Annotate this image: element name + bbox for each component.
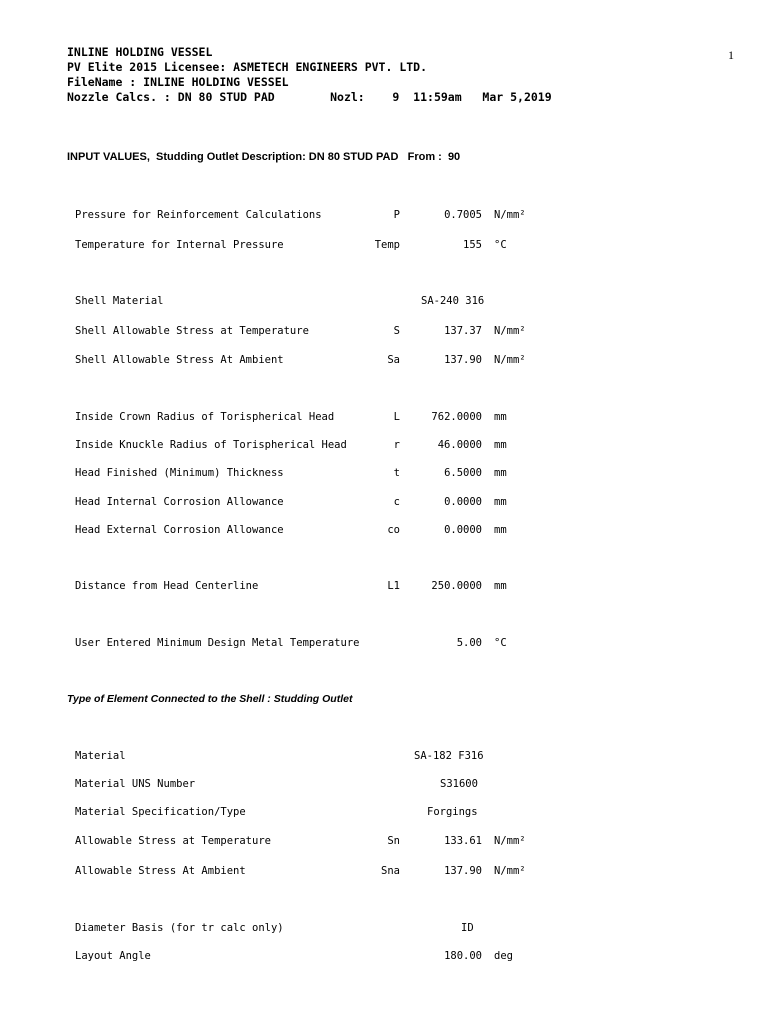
row-symbol: Sna <box>381 865 400 877</box>
row-value: ID <box>461 922 474 934</box>
row-symbol: S <box>393 325 400 337</box>
row-value: SA-182 F316 <box>414 750 484 762</box>
row-symbol: Sa <box>387 354 400 366</box>
row-value: 0.0000 <box>444 496 482 508</box>
row-unit: mm <box>494 467 507 479</box>
row-mdmt <box>0 636 768 650</box>
row-nozzle-stress-temp <box>0 834 768 848</box>
row-label: Diameter Basis (for tr calc only) <box>75 922 284 934</box>
row-unit: °C <box>494 637 507 649</box>
row-value: 137.90 <box>444 865 482 877</box>
page-number: 1 <box>728 48 734 62</box>
row-value: 6.5000 <box>444 467 482 479</box>
row-label: Allowable Stress at Temperature <box>75 835 271 847</box>
row-unit: mm <box>494 580 507 592</box>
row-label: Temperature for Internal Pressure <box>75 239 284 251</box>
row-symbol: r <box>393 439 400 451</box>
row-unit: N/mm² <box>494 325 526 337</box>
row-value: 155 <box>463 239 482 251</box>
row-label: Material Specification/Type <box>75 806 246 818</box>
element-type-heading: Type of Element Connected to the Shell : Studding Outlet <box>67 693 353 705</box>
input-values-heading: INPUT VALUES, Studding Outlet Description: DN 80 STUD PAD From : 90 <box>67 151 461 163</box>
row-value: S31600 <box>440 778 478 790</box>
row-unit: °C <box>494 239 507 251</box>
row-pressure <box>0 208 768 222</box>
row-value: 250.0000 <box>431 580 482 592</box>
row-unit: N/mm² <box>494 209 526 221</box>
row-unit: mm <box>494 439 507 451</box>
row-external-corrosion <box>0 523 768 537</box>
row-value: Forgings <box>427 806 478 818</box>
row-value: 137.90 <box>444 354 482 366</box>
header-line-3: FileName : INLINE HOLDING VESSEL <box>67 75 289 89</box>
row-symbol: L1 <box>387 580 400 592</box>
row-symbol: c <box>393 496 400 508</box>
row-value: 46.0000 <box>437 439 482 451</box>
row-unit: mm <box>494 524 507 536</box>
row-value: 133.61 <box>444 835 482 847</box>
header-line-1: INLINE HOLDING VESSEL <box>67 45 213 59</box>
row-crown-radius <box>0 410 768 424</box>
row-shell-stress-ambient <box>0 353 768 367</box>
row-value: 762.0000 <box>431 411 482 423</box>
row-label: Layout Angle <box>75 950 151 962</box>
row-unit: mm <box>494 496 507 508</box>
row-value: SA-240 316 <box>421 295 485 307</box>
row-label: Material UNS Number <box>75 778 196 790</box>
row-material-spec <box>0 805 768 819</box>
row-label: Head Internal Corrosion Allowance <box>75 496 284 508</box>
header-line-2: PV Elite 2015 Licensee: ASMETECH ENGINEERS PVT. LTD. <box>67 60 428 74</box>
row-shell-stress-temp <box>0 324 768 338</box>
row-label: User Entered Minimum Design Metal Temperature <box>75 637 360 649</box>
row-label: Inside Crown Radius of Torispherical Head <box>75 411 335 423</box>
row-symbol: Sn <box>387 835 400 847</box>
row-symbol: Temp <box>374 239 400 251</box>
row-label: Shell Allowable Stress At Ambient <box>75 354 284 366</box>
row-unit: N/mm² <box>494 835 526 847</box>
row-label: Allowable Stress At Ambient <box>75 865 246 877</box>
row-head-centerline-distance <box>0 579 768 593</box>
row-symbol: co <box>387 524 400 536</box>
row-label: Pressure for Reinforcement Calculations <box>75 209 322 221</box>
row-diameter-basis <box>0 921 768 935</box>
row-label: Material <box>75 750 126 762</box>
row-symbol: L <box>393 411 400 423</box>
row-symbol: t <box>393 467 400 479</box>
row-value: 5.00 <box>456 637 482 649</box>
row-label: Shell Allowable Stress at Temperature <box>75 325 309 337</box>
row-unit: N/mm² <box>494 354 526 366</box>
row-value: 0.0000 <box>444 524 482 536</box>
row-label: Head Finished (Minimum) Thickness <box>75 467 284 479</box>
row-material <box>0 749 768 763</box>
header-line-4: Nozzle Calcs. : DN 80 STUD PAD Nozl: 9 11:59am Mar 5,2019 <box>67 90 552 104</box>
row-nozzle-stress-ambient <box>0 864 768 878</box>
row-unit: mm <box>494 411 507 423</box>
row-knuckle-radius <box>0 438 768 452</box>
row-unit: N/mm² <box>494 865 526 877</box>
row-shell-material <box>0 294 768 308</box>
row-label: Distance from Head Centerline <box>75 580 259 592</box>
row-internal-corrosion <box>0 495 768 509</box>
row-label: Head External Corrosion Allowance <box>75 524 284 536</box>
row-temperature <box>0 238 768 252</box>
row-label: Shell Material <box>75 295 164 307</box>
row-symbol: P <box>393 209 400 221</box>
row-uns-number <box>0 777 768 791</box>
row-value: 0.7005 <box>444 209 482 221</box>
row-value: 137.37 <box>444 325 482 337</box>
row-unit: deg <box>494 950 513 962</box>
row-label: Inside Knuckle Radius of Torispherical Head <box>75 439 347 451</box>
row-head-thickness <box>0 466 768 480</box>
row-value: 180.00 <box>444 950 482 962</box>
row-layout-angle <box>0 949 768 963</box>
